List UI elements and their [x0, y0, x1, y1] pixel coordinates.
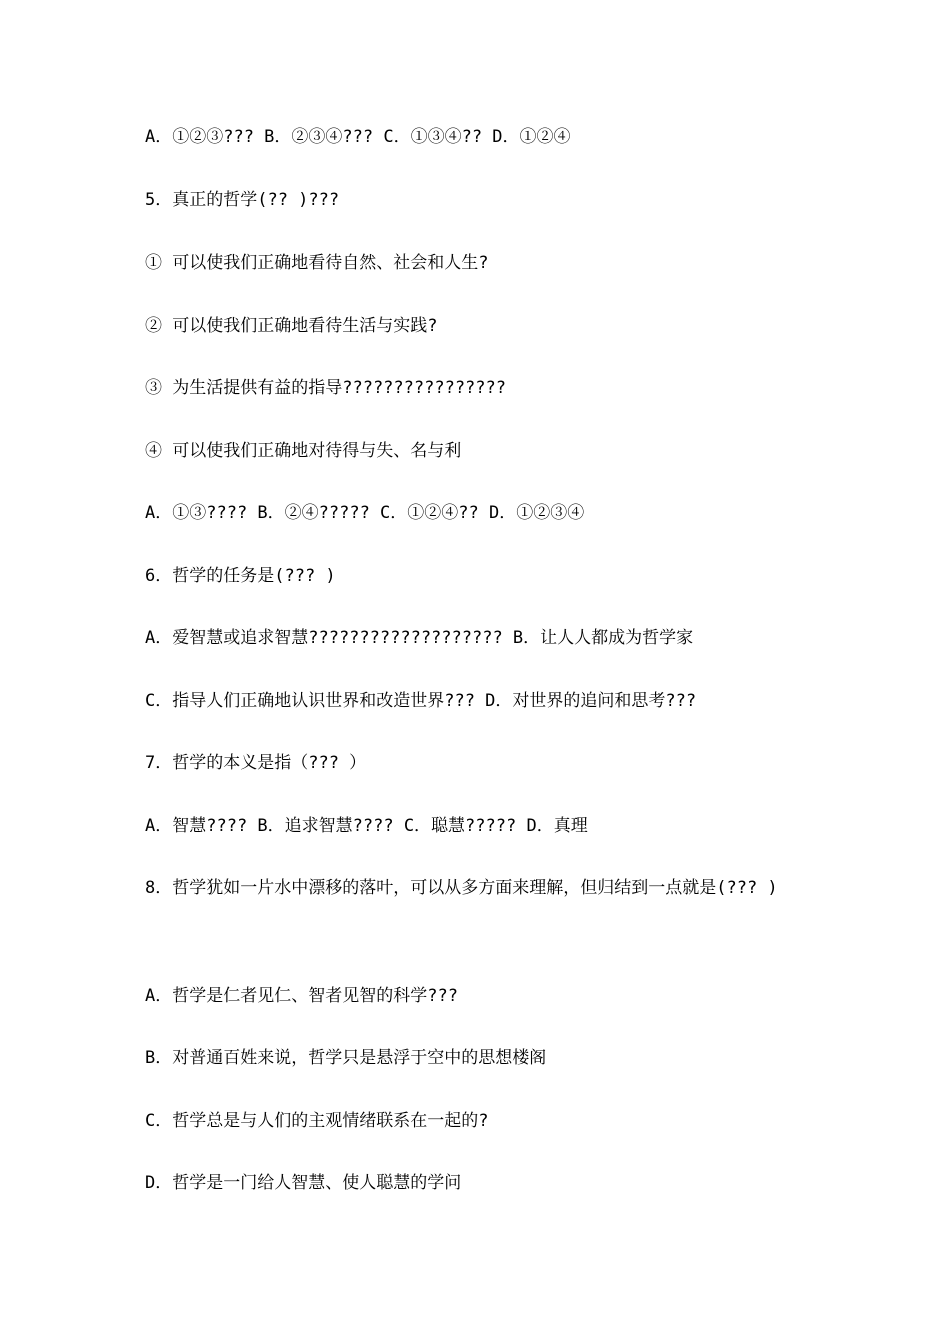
q5-item-4: ④ 可以使我们正确地对待得与失、名与利: [145, 441, 462, 461]
q6-options-cd: C．指导人们正确地认识世界和改造世界??? D．对世界的追问和思考???: [145, 691, 697, 711]
q8-option-d: D．哲学是一门给人智慧、使人聪慧的学问: [145, 1173, 462, 1193]
q5-item-2: ② 可以使我们正确地看待生活与实践?: [145, 316, 438, 336]
q8-option-c: C．哲学总是与人们的主观情绪联系在一起的?: [145, 1111, 489, 1131]
q4-options: A．①②③??? B．②③④??? C．①③④?? D．①②④: [145, 127, 571, 147]
q8-option-b: B．对普通百姓来说，哲学只是悬浮于空中的思想楼阁: [145, 1048, 547, 1068]
q5-item-1: ① 可以使我们正确地看待自然、社会和人生?: [145, 253, 489, 273]
q5-stem: 5．真正的哲学(?? )???: [145, 190, 340, 210]
q5-item-3: ③ 为生活提供有益的指导????????????????: [145, 378, 506, 398]
q5-options: A．①③???? B．②④????? C．①②④?? D．①②③④: [145, 503, 585, 523]
q7-stem: 7．哲学的本义是指（??? ）: [145, 753, 367, 773]
q7-options: A．智慧???? B．追求智慧???? C．聪慧????? D．真理: [145, 816, 588, 836]
q6-options-ab: A．爱智慧或追求智慧??????????????????? B．让人人都成为哲学家: [145, 628, 694, 648]
q6-stem: 6．哲学的任务是(??? ): [145, 566, 336, 586]
q8-option-a: A．哲学是仁者见仁、智者见智的科学???: [145, 986, 458, 1006]
q8-stem: 8．哲学犹如一片水中漂移的落叶，可以从多方面来理解，但归结到一点就是(??? ): [145, 878, 778, 898]
